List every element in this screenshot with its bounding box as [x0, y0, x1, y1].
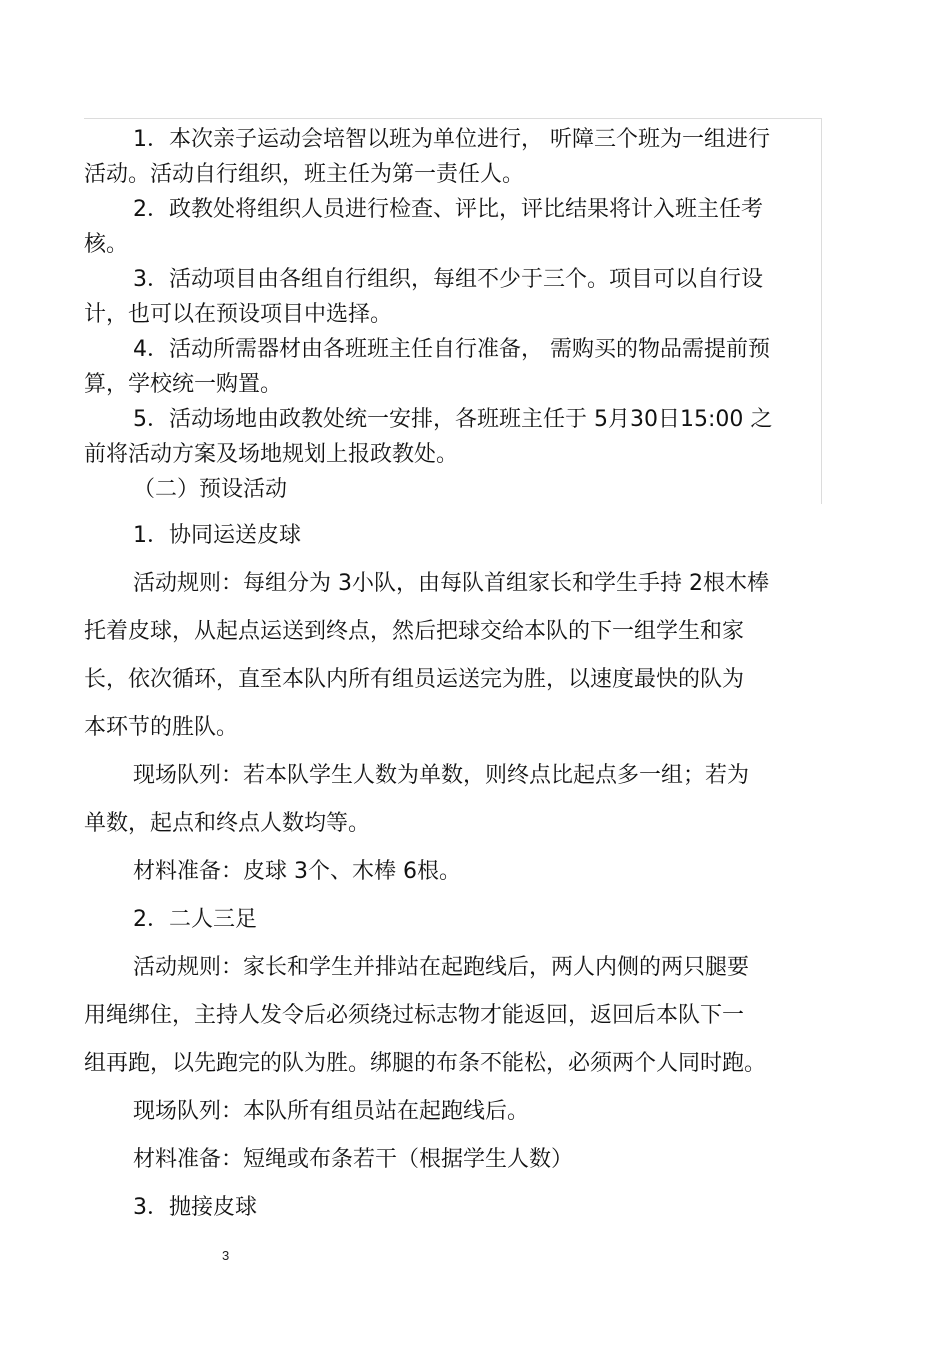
item-4-line-1: 4．活动所需器材由各班班主任自行准备， 需购买的物品需提前预 — [133, 337, 770, 362]
frame-border-top — [84, 118, 822, 119]
activity-2-title: 2．二人三足 — [133, 907, 257, 932]
activity-1-title: 1．协同运送皮球 — [133, 523, 301, 548]
activity-1-rules-line-3: 长，依次循环，直至本队内所有组员运送完为胜，以速度最快的队为 — [84, 667, 745, 692]
page-number: 3 — [222, 1248, 230, 1263]
activity-1-materials: 材料准备：皮球 3个、木棒 6根。 — [133, 859, 461, 884]
item-1-line-1: 1．本次亲子运动会培智以班为单位进行， 听障三个班为一组进行 — [133, 127, 770, 152]
item-2-line-2: 核。 — [84, 232, 129, 257]
activity-1-formation-line-1: 现场队列：若本队学生人数为单数，则终点比起点多一组；若为 — [133, 763, 750, 788]
item-2-line-1: 2．政教处将组织人员进行检查、评比，评比结果将计入班主任考 — [133, 197, 763, 222]
activity-3-title: 3．抛接皮球 — [133, 1195, 257, 1220]
item-3-line-1: 3．活动项目由各组自行组织，每组不少于三个。项目可以自行设 — [133, 267, 763, 292]
activity-2-formation: 现场队列：本队所有组员站在起跑线后。 — [133, 1099, 530, 1124]
item-1-line-2: 活动。活动自行组织，班主任为第一责任人。 — [84, 162, 525, 187]
frame-border-right — [821, 118, 822, 504]
activity-1-rules-line-2: 托着皮球，从起点运送到终点，然后把球交给本队的下一组学生和家 — [84, 619, 745, 644]
activity-2-materials: 材料准备：短绳或布条若干（根据学生人数） — [133, 1147, 574, 1172]
activity-2-rules-line-2: 用绳绑住，主持人发令后必须绕过标志物才能返回，返回后本队下一 — [84, 1003, 745, 1028]
item-4-line-2: 算，学校统一购置。 — [84, 372, 283, 397]
activity-1-formation-line-2: 单数，起点和终点人数均等。 — [84, 811, 371, 836]
item-5-line-2: 前将活动方案及场地规划上报政教处。 — [84, 442, 459, 467]
activity-1-rules-line-1: 活动规则：每组分为 3小队，由每队首组家长和学生手持 2根木棒 — [133, 571, 769, 596]
activity-1-rules-line-4: 本环节的胜队。 — [84, 715, 239, 740]
item-5-line-1: 5．活动场地由政教处统一安排，各班班主任于 5月30日15:00 之 — [133, 407, 773, 432]
activity-2-rules-line-1: 活动规则：家长和学生并排站在起跑线后，两人内侧的两只腿要 — [133, 955, 750, 980]
item-3-line-2: 计，也可以在预设项目中选择。 — [84, 302, 393, 327]
section-heading: （二）预设活动 — [133, 477, 288, 502]
activity-2-rules-line-3: 组再跑，以先跑完的队为胜。绑腿的布条不能松，必须两个人同时跑。 — [84, 1051, 767, 1076]
